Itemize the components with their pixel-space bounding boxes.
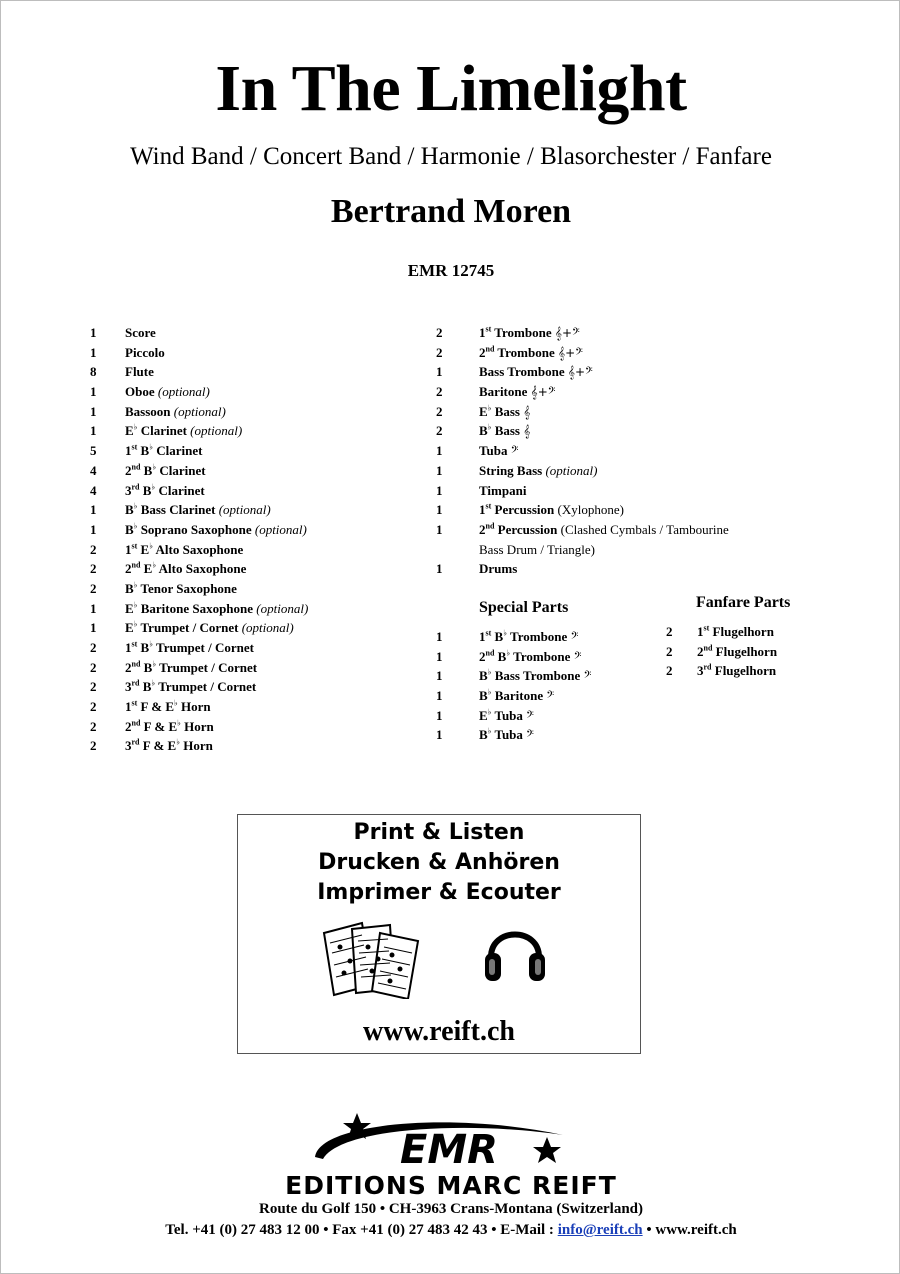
part-name: 1st F & E♭ Horn: [125, 698, 211, 715]
ensemble-subtitle: Wind Band / Concert Band / Harmonie / Blasorchester / Fanfare: [130, 143, 772, 170]
part-quantity: 2: [90, 738, 97, 754]
clef-icon: 𝄢: [526, 728, 534, 743]
special-parts-heading: Special Parts: [479, 599, 569, 616]
part-quantity: 2: [436, 403, 443, 419]
part-name: 1st Flugelhorn: [697, 623, 774, 639]
part-name: 3rd B♭ Trumpet / Cornet: [125, 679, 257, 695]
part-quantity: 4: [90, 482, 97, 498]
promo-line-german: Drucken & Anhören: [318, 850, 560, 875]
part-quantity: 2: [90, 659, 97, 675]
part-quantity: 1: [90, 423, 97, 439]
part-name: 2nd B♭ Clarinet: [125, 462, 206, 478]
part-name: String Bass (optional): [479, 462, 598, 478]
part-quantity: 1: [90, 502, 97, 518]
part-quantity: 2: [666, 624, 673, 639]
part-quantity: 1: [436, 707, 443, 723]
part-quantity: 1: [436, 521, 443, 537]
email-link[interactable]: info@reift.ch: [557, 1222, 643, 1238]
part-quantity: 1: [90, 521, 97, 537]
part-name: Drums: [479, 561, 518, 577]
part-name: 3rd F & E♭ Horn: [125, 738, 213, 754]
part-name: 1st B♭ Trombone 𝄢: [479, 628, 579, 644]
clef-icon: 𝄢: [570, 630, 579, 644]
part-name: 2nd B♭ Trumpet / Cornet: [125, 659, 258, 675]
piece-title: In The Limelight: [215, 52, 687, 125]
part-name: Baritone 𝄞+𝄢: [479, 384, 556, 400]
part-name: 2nd B♭ Trombone 𝄢: [479, 648, 582, 664]
part-quantity: 1: [90, 600, 97, 616]
part-name: E♭ Trumpet / Cornet (optional): [125, 619, 294, 636]
part-name: B♭ Bass Clarinet (optional): [125, 501, 271, 518]
part-name: 2nd Percussion (Clashed Cymbals / Tambourine: [479, 521, 729, 537]
part-quantity: 1: [436, 648, 443, 664]
part-quantity: 2: [90, 561, 97, 577]
part-name: B♭ Baritone 𝄢: [479, 687, 555, 704]
clef-icon: 𝄢: [573, 649, 582, 664]
promo-line-french: Imprimer & Ecouter: [317, 880, 561, 905]
part-quantity: 1: [90, 384, 97, 400]
publisher-address: Route du Golf 150 • CH-3963 Crans-Montana (Switzerland): [259, 1201, 643, 1217]
part-name: Tuba 𝄢: [479, 443, 519, 459]
print-listen-box[interactable]: [237, 814, 641, 1054]
part-name: 2nd E♭ Alto Saxophone: [125, 560, 247, 577]
part-name: Bass Drum / Triangle): [479, 541, 595, 557]
part-quantity: 1: [90, 620, 97, 636]
sheet-music-icon: [318, 919, 430, 999]
part-quantity: 1: [436, 364, 443, 380]
part-name: E♭ Bass 𝄞: [479, 403, 531, 419]
clef-icon: 𝄢: [583, 669, 592, 684]
part-name: 1st E♭ Alto Saxophone: [125, 541, 244, 557]
part-name: E♭ Tuba 𝄢: [479, 707, 534, 723]
part-name: Oboe (optional): [125, 384, 210, 400]
part-name: Score: [125, 325, 156, 340]
part-name: B♭ Bass Trombone 𝄢: [479, 668, 592, 684]
part-name: 2nd F & E♭ Horn: [125, 718, 214, 734]
part-name: Bassoon (optional): [125, 403, 226, 419]
composer-name: Bertrand Moren: [330, 193, 572, 230]
clef-icon: 𝄞+𝄢: [567, 365, 593, 380]
part-name: 1st B♭ Clarinet: [125, 442, 203, 459]
part-quantity: 1: [436, 688, 443, 704]
fanfare-parts-heading: Fanfare Parts: [696, 594, 791, 611]
clef-icon: 𝄞: [523, 424, 531, 439]
clef-icon: 𝄢: [546, 689, 555, 704]
part-quantity: 2: [90, 640, 97, 655]
part-quantity: 1: [436, 462, 443, 478]
contact-website: • www.reift.ch: [642, 1222, 737, 1238]
part-quantity: 1: [436, 502, 443, 518]
part-quantity: 2: [90, 580, 97, 596]
part-quantity: 1: [436, 443, 443, 459]
part-name: 3rd Flugelhorn: [697, 663, 777, 679]
part-name: 2nd Flugelhorn: [697, 643, 778, 659]
part-quantity: 5: [90, 443, 97, 459]
part-quantity: 2: [436, 344, 443, 360]
part-name: E♭ Clarinet (optional): [125, 423, 243, 439]
part-quantity: 1: [436, 629, 443, 644]
publisher-name: EDITIONS MARC REIFT: [285, 1171, 617, 1200]
part-name: B♭ Soprano Saxophone (optional): [125, 521, 307, 537]
part-name: B♭ Bass 𝄞: [479, 423, 531, 439]
clef-icon: 𝄞+𝄢: [530, 385, 556, 400]
part-name: 1st Percussion (Xylophone): [479, 501, 624, 518]
part-name: 1st B♭ Trumpet / Cornet: [125, 639, 254, 655]
part-quantity: 1: [436, 668, 443, 684]
part-name: B♭ Tuba 𝄢: [479, 727, 534, 743]
part-quantity: 2: [666, 643, 673, 659]
clef-icon: 𝄞: [523, 404, 531, 419]
part-quantity: 4: [90, 462, 97, 478]
part-name: Piccolo: [125, 344, 165, 360]
clef-icon: 𝄞+𝄢: [557, 345, 583, 360]
promo-website-link[interactable]: www.reift.ch: [363, 1016, 515, 1047]
part-quantity: 2: [436, 325, 443, 340]
part-quantity: 2: [666, 663, 673, 679]
part-quantity: 1: [436, 561, 443, 577]
part-name: E♭ Baritone Saxophone (optional): [125, 600, 309, 616]
part-name: Bass Trombone 𝄞+𝄢: [479, 364, 593, 380]
logo-lettering: EMR: [400, 1127, 498, 1173]
part-quantity: 8: [90, 364, 97, 380]
part-quantity: 1: [436, 482, 443, 498]
part-name: 3rd B♭ Clarinet: [125, 482, 205, 498]
catalog-number: EMR 12745: [407, 261, 495, 280]
clef-icon: 𝄢: [510, 444, 519, 459]
part-quantity: 2: [90, 679, 97, 695]
part-name: Flute: [125, 364, 154, 380]
part-quantity: 1: [436, 727, 443, 743]
clef-icon: 𝄢: [526, 708, 534, 723]
emr-logo: [301, 1109, 601, 1175]
contact-phone-fax: Tel. +41 (0) 27 483 12 00 • Fax +41 (0) 27 483 42 43 • E-Mail :: [165, 1222, 558, 1238]
part-quantity: 1: [90, 403, 97, 419]
headphones-icon: [483, 915, 547, 985]
part-quantity: 2: [436, 423, 443, 439]
part-name: B♭ Tenor Saxophone: [125, 580, 237, 596]
part-name: Timpani: [479, 482, 527, 498]
part-quantity: 2: [436, 384, 443, 400]
part-name: 1st Trombone 𝄞+𝄢: [479, 324, 580, 340]
part-quantity: 2: [90, 699, 97, 715]
part-name: 2nd Trombone 𝄞+𝄢: [479, 344, 583, 360]
promo-line-english: Print & Listen: [353, 820, 525, 845]
publisher-contact: [1, 1220, 900, 1240]
part-quantity: 2: [90, 541, 97, 557]
part-quantity: 1: [90, 344, 97, 360]
clef-icon: 𝄞+𝄢: [554, 326, 580, 340]
part-quantity: 1: [90, 325, 97, 340]
part-quantity: 2: [90, 718, 97, 734]
